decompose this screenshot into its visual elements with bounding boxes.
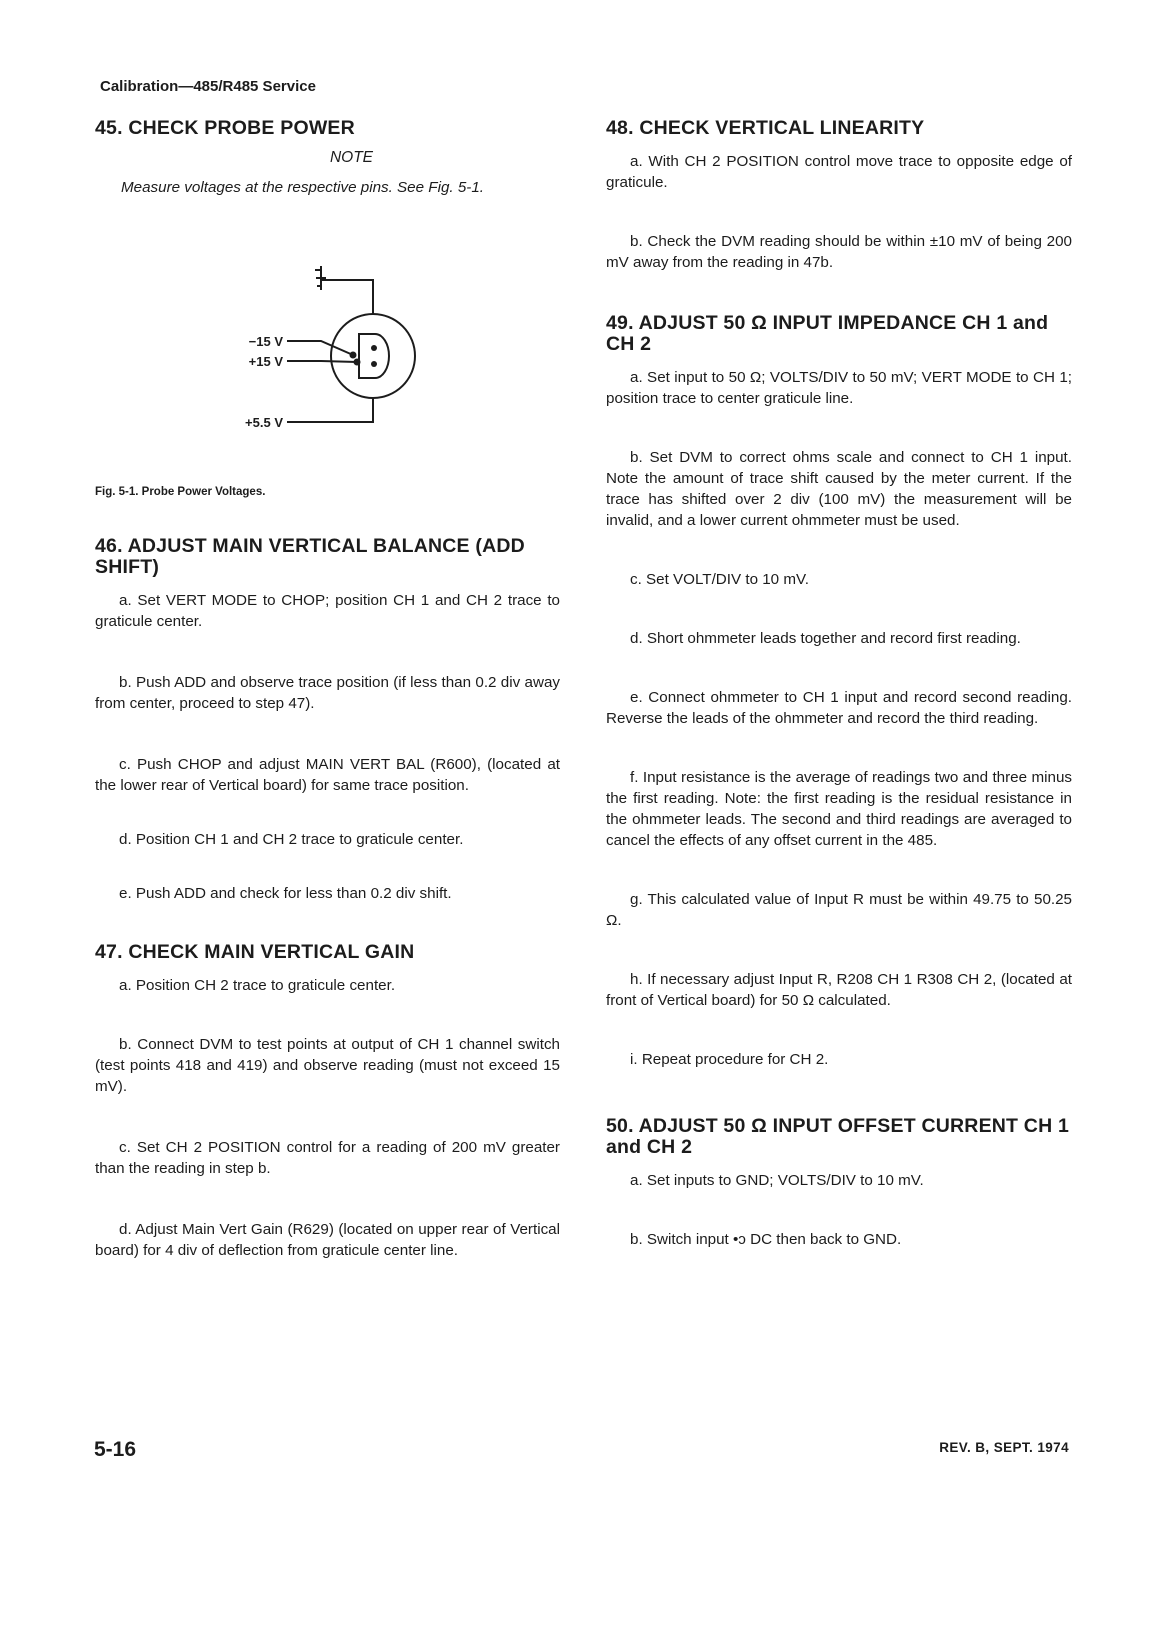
step-47b: b. Connect DVM to test points at output of CH 1 channel switch (test points 418 and 419) and observe reading (must not exceed 15 mV). [95, 1036, 560, 1095]
left-column [95, 118, 560, 1261]
running-head: Calibration—485/R485 Service [100, 78, 316, 95]
step-50a: a. Set inputs to GND; VOLTS/DIV to 10 mV. [630, 1172, 924, 1189]
section-50-title: 50. ADJUST 50 Ω INPUT OFFSET CURRENT CH 1 and CH 2 [606, 1115, 1070, 1158]
step-47d: d. Adjust Main Vert Gain (R629) (located on upper rear of Vertical board) for 4 div of deflection from graticule center line. [95, 1221, 560, 1259]
connector-circle [331, 314, 415, 398]
label-plus-5-5v: +5.5 V [245, 415, 283, 430]
probe-connector-diagram [95, 262, 560, 512]
step-46d: d. Position CH 1 and CH 2 trace to graticule center. [119, 831, 464, 848]
section-49-title: 49. ADJUST 50 Ω INPUT IMPEDANCE CH 1 and CH 2 [606, 312, 1049, 355]
right-column [606, 118, 1072, 1250]
step-46b: b. Push ADD and observe trace position (if less than 0.2 div away from center, proceed to step 47). [95, 674, 560, 712]
figure-caption: Fig. 5-1. Probe Power Voltages. [95, 486, 266, 498]
step-50b: b. Switch input •ɔ DC then back to GND. [630, 1231, 902, 1248]
step-49d: d. Short ohmmeter leads together and record first reading. [630, 630, 1021, 647]
step-46c: c. Push CHOP and adjust MAIN VERT BAL (R600), (located at the lower rear of Vertical board) for same trace position. [95, 756, 560, 794]
step-48b: b. Check the DVM reading should be within ±10 mV of being 200 mV away from the reading in 47b. [606, 233, 1072, 271]
label-minus-15v: −15 V [248, 334, 283, 349]
section-45-title: 45. CHECK PROBE POWER [95, 117, 355, 139]
step-49c: c. Set VOLT/DIV to 10 mV. [630, 571, 809, 588]
step-48a: a. With CH 2 POSITION control move trace to opposite edge of graticule. [606, 153, 1072, 191]
note-text: Measure voltages at the respective pins. See Fig. 5-1. [121, 179, 485, 196]
step-49i: i. Repeat procedure for CH 2. [630, 1051, 829, 1068]
revision-date: REV. B, SEPT. 1974 [939, 1440, 1069, 1455]
step-49g: g. This calculated value of Input R must be within 49.75 to 50.25 Ω. [606, 891, 1072, 929]
page-number: 5-16 [94, 1438, 137, 1461]
section-47-title: 47. CHECK MAIN VERTICAL GAIN [95, 941, 415, 963]
step-49h: h. If necessary adjust Input R, R208 CH 1 R308 CH 2, (located at front of Vertical board) for 50 Ω calculated. [606, 971, 1072, 1009]
step-49f: f. Input resistance is the average of readings two and three minus the first reading. Note: the first reading is the residual resistance in the ohmmeter leads. The second and third readings are averaged to cancel the effects of any offset current in the 485. [606, 769, 1072, 849]
step-47a: a. Position CH 2 trace to graticule center. [119, 977, 396, 994]
probe-power-figure [95, 262, 560, 512]
note-label: NOTE [329, 149, 374, 166]
section-48-title: 48. CHECK VERTICAL LINEARITY [606, 117, 925, 139]
step-49b: b. Set DVM to correct ohms scale and connect to CH 1 input. Note the amount of trace shift caused by the meter current. If the trace has shifted over 2 div (100 mV) the measurement will be invalid, and a lower current ohmmeter must be used. [606, 449, 1072, 529]
step-49e: e. Connect ohmmeter to CH 1 input and record second reading. Reverse the leads of the ohmmeter and record the third reading. [606, 689, 1072, 727]
step-46a: a. Set VERT MODE to CHOP; position CH 1 and CH 2 trace to graticule center. [95, 592, 560, 630]
step-46e: e. Push ADD and check for less than 0.2 div shift. [119, 885, 452, 902]
step-47c: c. Set CH 2 POSITION control for a reading of 200 mV greater than the reading in step b. [95, 1139, 560, 1177]
step-49a: a. Set input to 50 Ω; VOLTS/DIV to 50 mV; VERT MODE to CH 1; position trace to center graticule line. [606, 369, 1072, 407]
label-plus-15v: +15 V [248, 354, 283, 369]
section-46-title: 46. ADJUST MAIN VERTICAL BALANCE (ADD SHIFT) [95, 535, 525, 578]
connector-key [359, 334, 389, 378]
